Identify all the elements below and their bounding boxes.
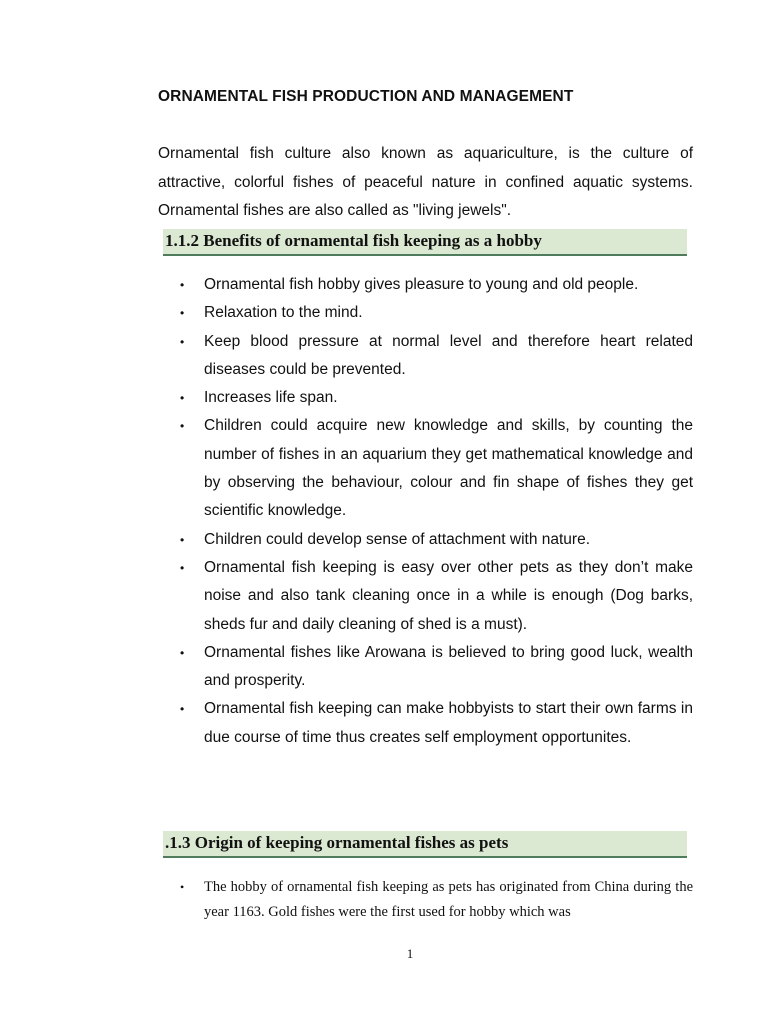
list-item-text: Ornamental fish keeping is easy over other pets as they don’t make noise and also tank cleaning once in a while is enough (Dog barks, sheds fur and daily cleaning of shed is a must).: [204, 558, 693, 633]
bullet-icon: •: [180, 278, 185, 292]
list-item-text: Ornamental fish hobby gives pleasure to young and old people.: [204, 276, 639, 293]
list-item-text: Children could acquire new knowledge and skills, by counting the number of fishes in an aquarium they get mathematical knowledge and by observing the behaviour, colour and fin shape of fishes they get scientific knowledge.: [204, 417, 693, 520]
list-item-text: The hobby of ornamental fish keeping as pets has originated from China during the year 1163. Gold fishes were the first used for hobby which was: [204, 879, 693, 920]
bullet-icon: •: [180, 560, 185, 575]
list-item: [180, 526, 693, 554]
intro-paragraph: Ornamental fish culture also known as aquariculture, is the culture of attractive, colorful fishes of peaceful nature in confined aquatic systems. Ornamental fishes are also called as "living jewels".: [158, 145, 693, 219]
list-item-text: Relaxation to the mind.: [204, 304, 363, 322]
list-item-text: Ornamental fishes like Arowana is believed to bring good luck, wealth and prosperity.: [204, 643, 693, 690]
list-item: [180, 384, 693, 412]
origin-list: [180, 875, 693, 925]
list-item-text: Keep blood pressure at normal level and therefore heart related diseases could be prevented.: [204, 332, 693, 378]
list-item-text: Ornamental fish keeping can make hobbyists to start their own farms in due course of time thus creates self employment opportunites.: [204, 700, 693, 746]
bullet-icon: •: [180, 391, 185, 406]
list-item-text: Children could develop sense of attachment with nature.: [204, 530, 591, 548]
bullet-icon: •: [180, 334, 185, 349]
list-item-text: Increases life span.: [204, 389, 338, 407]
list-item: [180, 412, 693, 525]
section-heading-benefits: 1.1.2 Benefits of ornamental fish keeping as a hobby: [163, 229, 687, 256]
list-item: [180, 554, 693, 639]
list-item: [180, 271, 693, 299]
bullet-icon: •: [180, 306, 185, 321]
list-item: [180, 328, 693, 385]
benefits-list: [180, 271, 693, 752]
list-item: [180, 875, 693, 925]
document-title: ORNAMENTAL FISH PRODUCTION AND MANAGEMENT: [158, 88, 574, 105]
section-heading-origin: .1.3 Origin of keeping ornamental fishes as pets: [163, 831, 687, 858]
list-item: [180, 695, 693, 752]
list-item: [180, 299, 693, 327]
bullet-icon: •: [180, 645, 185, 660]
bullet-icon: •: [180, 880, 185, 894]
page-number: 1: [406, 946, 414, 961]
list-item: [180, 639, 693, 696]
bullet-icon: •: [180, 702, 185, 717]
bullet-icon: •: [180, 532, 185, 547]
bullet-icon: •: [180, 419, 185, 434]
